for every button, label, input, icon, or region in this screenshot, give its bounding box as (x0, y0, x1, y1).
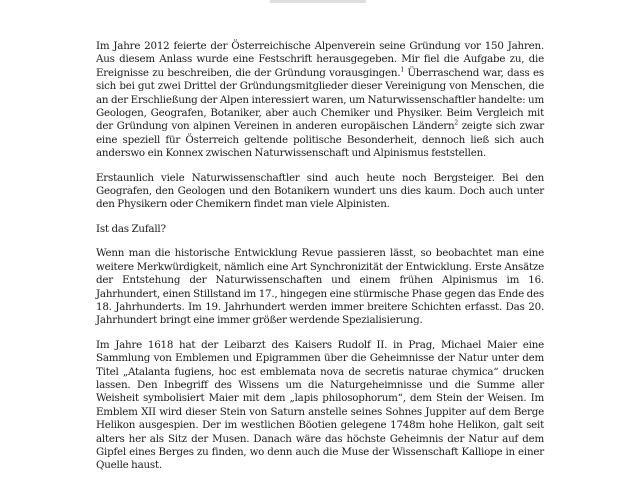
paragraph-text: Wenn man die historische Entwicklung Revue passieren lässt, so beobachtet man eine weitere Merkwürdigkeit, nämlich eine Art Synchronizität der Entwicklung. Erste Ansätze der Entstehung der Naturwissenschaften und einem frühen Alpinismus im 16. Jahrhundert, einen Stillstand im 17., hingegen eine stürmische Phase gegen das Ende des 18. Jahrhunderts. Im 19. Jahrhundert werden immer breitere Schichten erfasst. Das 20. Jahrhundert bringt eine immer größer werdende Spezialisierung. (96, 247, 544, 327)
paragraph-question (96, 223, 544, 236)
paragraph-history (96, 247, 544, 327)
paragraph-text: Erstaunlich viele Naturwissenschaftler sind auch heute noch Bergsteiger. Bei den Geografen, den Geologen und den Botanikern wundert uns dies kaum. Doch auch unter den Physikern oder Chemikern findet man viele Alpinisten. (96, 171, 544, 211)
paragraph-text: Ist das Zufall? (96, 222, 166, 235)
paragraph-scientists-climbers (96, 172, 544, 212)
paragraph-founding (96, 40, 544, 161)
header-remnant (270, 0, 366, 3)
document-body (96, 40, 544, 484)
footnote-ref-1[interactable]: 1 (400, 66, 404, 74)
paragraph-text: Im Jahre 1618 hat der Leibarzt des Kaisers Rudolf II. in Prag, Michael Maier eine Sammlung von Emblemen und Epigrammen über die Geheimnisse der Natur unter dem Titel „Atalanta fugiens, hoc est emblemata nova de secretis naturae chymica“ drucken lassen. Den Inbegriff des Wissens um die Naturgeheimnisse und die Summe aller Weisheit symbolisiert Maier mit dem „lapis philosophorum“, dem Stein der Weisen. Im Emblem XII wird dieser Stein von Saturn anstelle seines Sohnes Juppiter auf dem Berge Helikon ausgespien. Der im westlichen Böotien gelegene 1748m hohe Helikon, galt seit alters her als Sitz der Musen. Danach wäre das höchste Geheimnis der Natur auf dem Gipfel eines Berges zu finden, wo denn auch die Muse der Wissenschaft Kalliope in einer Quelle haust. (96, 338, 544, 472)
paragraph-text: zeigte sich zwar eine speziell für Österreich geltende politische Besonderheit, dennoch ließ sich auch anderswo ein Konnex zwischen Naturwissenschaft und Alpinismus feststellen. (96, 120, 544, 160)
paragraph-text: Überraschend war, dass es sich bei gut zwei Drittel der Gründungsmitglieder dieser Vereinigung von Menschen, die an der Erschließung der Alpen interessiert waren, um Naturwissenschaftler handelte: um Geologen, Geografen, Botaniker, aber auch Chemiker und Physiker. Beim Vergleich mit der Gründung von alpinen Vereinen in anderen europäischen Ländern (96, 66, 544, 133)
paragraph-text: Im Jahre 2012 feierte der Österreichische Alpenverein seine Gründung vor 150 Jahren. Aus diesem Anlass wurde eine Festschrift herausgegeben. Mir fiel die Aufgabe zu, die Ereignisse zu beschreiben, die der Gründung vorausgingen. (96, 40, 544, 79)
paragraph-maier (96, 339, 544, 473)
footnote-ref-2[interactable]: 2 (454, 120, 458, 128)
